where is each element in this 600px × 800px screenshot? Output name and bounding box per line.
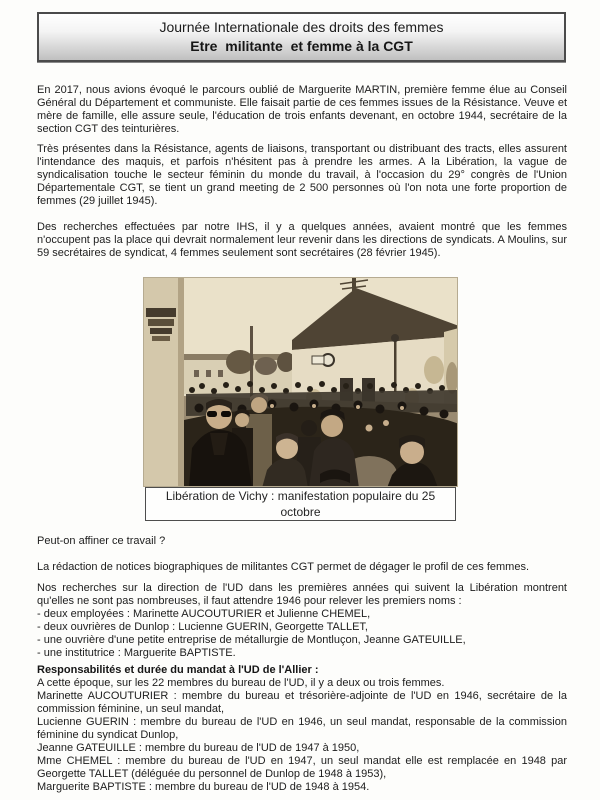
photo-caption: Libération de Vichy : manifestation populaire du 25 octobre xyxy=(145,487,456,521)
section-heading: Responsabilités et durée du mandat à l'UD de l'Allier : xyxy=(37,664,319,676)
list-item-institutrice: - une institutrice : Marguerite BAPTISTE. xyxy=(37,647,236,659)
section-line-guerin: Lucienne GUERIN : membre du bureau de l'UD en 1946, un seul mandat, responsable de la commission féminine du syndicat Dunlop, xyxy=(37,716,567,741)
title-box xyxy=(37,12,566,62)
list-item-metallurgie: - une ouvrière d'une petite entreprise de métallurgie de Montluçon, Jeanne GATEUILLE, xyxy=(37,634,466,646)
paragraph-recherches-ihs: Des recherches effectuées par notre IHS, il y a quelques années, avaient montré que les femmes n'occupent pas la place qui devrait normalement leur revenir dans les directions de syndicats. A Moulins, sur 59 secrétaires de syndicat, 4 femmes seulement sont secrétaires (28 février 1945). xyxy=(37,221,567,259)
paragraph-marguerite-martin: En 2017, nous avions évoqué le parcours oublié de Marguerite MARTIN, première femme élue au Conseil Général du Département et communiste. Elle faisait partie de ces femmes issues de la Résistance. Veuve et mère de famille, elle assure seule, l'éducation de trois enfants devenant, en octobre 1944, secrétaire de la section CGT des teinturières. xyxy=(37,84,567,135)
photo-figure xyxy=(37,277,567,521)
section-line-gateuille: Jeanne GATEUILLE : membre du bureau de l'UD de 1947 à 1950, xyxy=(37,742,360,754)
list-item-employees: - deux employées : Marinette AUCOUTURIER et Julienne CHEMEL, xyxy=(37,608,371,620)
section-line-baptiste: Marguerite BAPTISTE : membre du bureau de l'UD de 1948 à 1954. xyxy=(37,781,370,793)
section-line-epoque: A cette époque, sur les 22 membres du bureau de l'UD, il y a deux ou trois femmes. xyxy=(37,677,445,689)
paragraph-resistance: Très présentes dans la Résistance, agents de liaisons, transportant ou distribuant des tracts, elles assurent l'intendance des maquis, et parfois n'hésitent pas à prendre les armes. A la Libération, la vague de syndicalisation touche le secteur féminin du monde du travail, à l'occasion du 29° congrès de l'Union Départementale CGT, se tient un grand meeting de 2 500 personnes où l'on nota une forte proportion de femmes (29 juillet 1945). xyxy=(37,143,567,207)
photo-illustration xyxy=(144,278,458,487)
section-line-aucouturier: Marinette AUCOUTURIER : membre du bureau et trésorière-adjointe de l'UD en 1946, secrétaire de la commission féminine, un seul mandat, xyxy=(37,690,567,715)
document-subtitle: Etre militante et femme à la CGT xyxy=(190,38,413,54)
document-title: Journée Internationale des droits des femmes xyxy=(159,19,444,35)
manifestation-photo xyxy=(143,277,458,487)
list-item-dunlop: - deux ouvrières de Dunlop : Lucienne GUERIN, Georgette TALLET, xyxy=(37,621,368,633)
ud-intro-text: Nos recherches sur la direction de l'UD dans les premières années qui suivent la Libération montrent qu'elles ne sont pas nombreuses, il faut attendre 1946 pour relever les premiers noms : xyxy=(37,582,567,607)
paragraph-ud-premiers-noms xyxy=(37,582,567,660)
paragraph-notices: La rédaction de notices biographiques de militantes CGT permet de dégager le profil de ces femmes. xyxy=(37,561,530,573)
paragraph-question: Peut-on affiner ce travail ? xyxy=(37,535,166,547)
responsibilities-section xyxy=(37,664,567,794)
section-line-chemel: Mme CHEMEL : membre du bureau de l'UD en 1947, un seul mandat elle est remplacée en 1948 par Georgette TALLET (déléguée du personnel de Dunlop de 1948 à 1953), xyxy=(37,755,567,780)
